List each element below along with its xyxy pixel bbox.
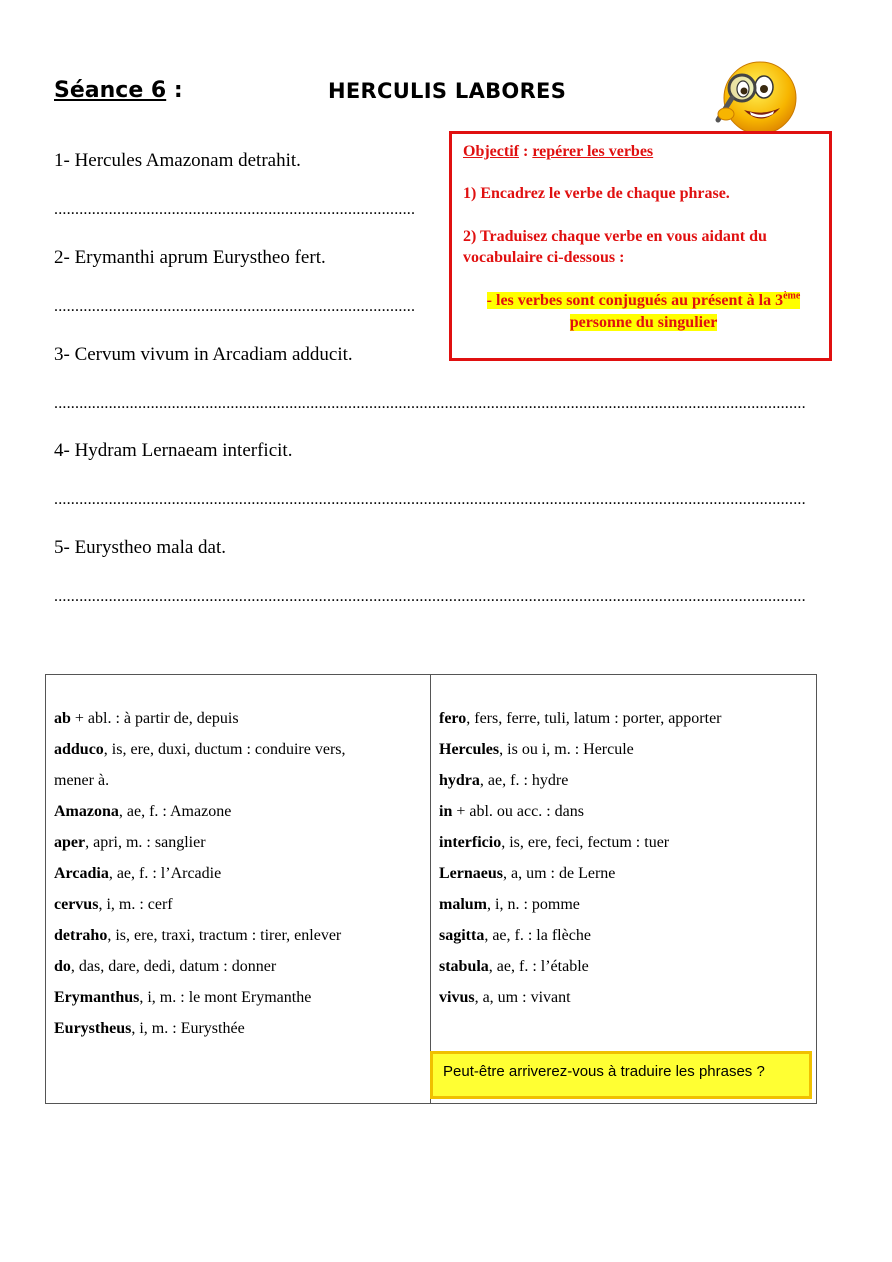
vocab-definition: , i, m. : Eurysthée <box>131 1020 245 1037</box>
vocab-headword: cervus <box>54 896 99 913</box>
vocab-definition: + abl. ou acc. : dans <box>452 803 584 820</box>
conjugation-note-text <box>487 292 801 331</box>
note-end: personne du singulier <box>569 314 718 332</box>
vocab-definition: mener à. <box>54 772 110 789</box>
vocab-definition: , apri, m. : sanglier <box>85 834 206 851</box>
vocab-entry <box>54 827 424 858</box>
vocab-entry <box>54 889 424 920</box>
vocab-headword: Hercules <box>439 741 500 758</box>
page-title: HERCULIS LABORES <box>328 79 567 103</box>
objective-goal: repérer les verbes <box>532 143 654 160</box>
vocab-headword: vivus <box>439 989 475 1006</box>
vocab-entry <box>54 920 424 951</box>
answer-line-5[interactable]: ................................................................................................................................................................................... <box>54 588 806 605</box>
vocab-headword: ab <box>54 710 71 727</box>
vocab-definition: , i, n. : pomme <box>487 896 580 913</box>
vocab-headword: in <box>439 803 453 820</box>
objective-line <box>463 143 653 161</box>
vocab-entry <box>54 951 424 982</box>
vocab-entry <box>439 982 809 1013</box>
vocab-entry <box>439 858 809 889</box>
vocab-headword: detraho <box>54 927 108 944</box>
vocab-headword: do <box>54 958 71 975</box>
vocab-definition: , a, um : vivant <box>474 989 571 1006</box>
vocab-headword: interficio <box>439 834 502 851</box>
answer-line-2[interactable]: ...................................................................................... <box>54 298 416 315</box>
vocab-definition: , is, ere, feci, fectum : tuer <box>501 834 670 851</box>
vocabulary-table <box>45 674 817 1104</box>
vocab-headword: Lernaeus <box>439 865 503 882</box>
note-start: - les verbes sont conjugués au présent à la 3 <box>486 292 784 310</box>
sentence-1: 1- Hercules Amazonam detrahit. <box>54 150 301 171</box>
vocab-definition: , is ou i, m. : Hercule <box>499 741 634 758</box>
sentence-4: 4- Hydram Lernaeam interficit. <box>54 440 293 461</box>
translation-hint-box: Peut-être arriverez-vous à traduire les phrases ? <box>430 1051 812 1099</box>
vocabulary-column-right <box>439 703 809 1013</box>
vocab-definition: , is, ere, traxi, tractum : tirer, enlever <box>107 927 342 944</box>
vocab-entry <box>439 827 809 858</box>
vocab-definition: , i, m. : cerf <box>98 896 173 913</box>
vocab-headword: hydra <box>439 772 480 789</box>
vocab-entry <box>54 703 424 734</box>
vocabulary-column-left <box>54 703 424 1044</box>
answer-line-4[interactable]: ................................................................................................................................................................................... <box>54 491 806 508</box>
vocab-definition: , ae, f. : hydre <box>479 772 569 789</box>
vocab-entry <box>439 703 809 734</box>
vocab-definition: , is, ere, duxi, ductum : conduire vers, <box>103 741 346 758</box>
vocab-headword: malum <box>439 896 487 913</box>
answer-line-3[interactable]: ................................................................................................................................................................................... <box>54 395 806 412</box>
vocab-definition: , fers, ferre, tuli, latum : porter, apporter <box>466 710 722 727</box>
vocab-headword: aper <box>54 834 86 851</box>
vocab-headword: fero <box>439 710 467 727</box>
vocab-headword: Amazona <box>54 803 119 820</box>
seance-colon: : <box>166 78 183 103</box>
vocab-entry <box>54 765 424 796</box>
objective-separator: : <box>518 143 529 160</box>
vocab-entry <box>439 765 809 796</box>
vocab-definition: , a, um : de Lerne <box>503 865 616 882</box>
sentence-5: 5- Eurystheo mala dat. <box>54 537 227 558</box>
sentence-2: 2- Erymanthi aprum Eurystheo fert. <box>54 247 326 268</box>
vocab-headword: adduco <box>54 741 104 758</box>
vocab-definition: , ae, f. : l’étable <box>488 958 589 975</box>
objective-label: Objectif <box>463 143 519 160</box>
vocab-entry <box>54 734 424 765</box>
vocab-definition: , das, dare, dedi, datum : donner <box>70 958 277 975</box>
vocab-entry <box>54 982 424 1013</box>
vocab-headword: stabula <box>439 958 489 975</box>
vocab-entry <box>439 920 809 951</box>
vocab-entry <box>54 796 424 827</box>
vocab-entry <box>54 1013 424 1044</box>
sentence-3: 3- Cervum vivum in Arcadiam adducit. <box>54 344 353 365</box>
vocab-definition: , ae, f. : la flèche <box>484 927 591 944</box>
vocab-definition: , ae, f. : Amazone <box>118 803 232 820</box>
vocab-headword: Erymanthus <box>54 989 140 1006</box>
smiley-magnifier-icon <box>706 54 802 138</box>
vocab-entry <box>439 734 809 765</box>
vocab-definition: , i, m. : le mont Erymanthe <box>139 989 312 1006</box>
seance-label: Séance 6 <box>54 78 167 103</box>
vocab-definition: , ae, f. : l’Arcadie <box>108 865 222 882</box>
vocab-headword: sagitta <box>439 927 485 944</box>
vocab-entry <box>54 858 424 889</box>
vocab-headword: Arcadia <box>54 865 109 882</box>
instruction-step-2: 2) Traduisez chaque verbe en vous aidant du vocabulaire ci-dessous : <box>463 228 767 266</box>
conjugation-note <box>465 286 822 334</box>
objective-box <box>449 131 832 361</box>
answer-line-1[interactable]: ...................................................................................... <box>54 201 416 218</box>
note-superscript: ème <box>783 291 801 302</box>
instruction-step-1: 1) Encadrez le verbe de chaque phrase. <box>463 185 730 202</box>
vocab-entry <box>439 889 809 920</box>
vocab-entry <box>439 951 809 982</box>
vocab-headword: Eurystheus <box>54 1020 132 1037</box>
vocab-definition: + abl. : à partir de, depuis <box>70 710 239 727</box>
column-divider <box>430 675 431 1103</box>
vocab-entry <box>439 796 809 827</box>
seance-title <box>54 78 183 103</box>
